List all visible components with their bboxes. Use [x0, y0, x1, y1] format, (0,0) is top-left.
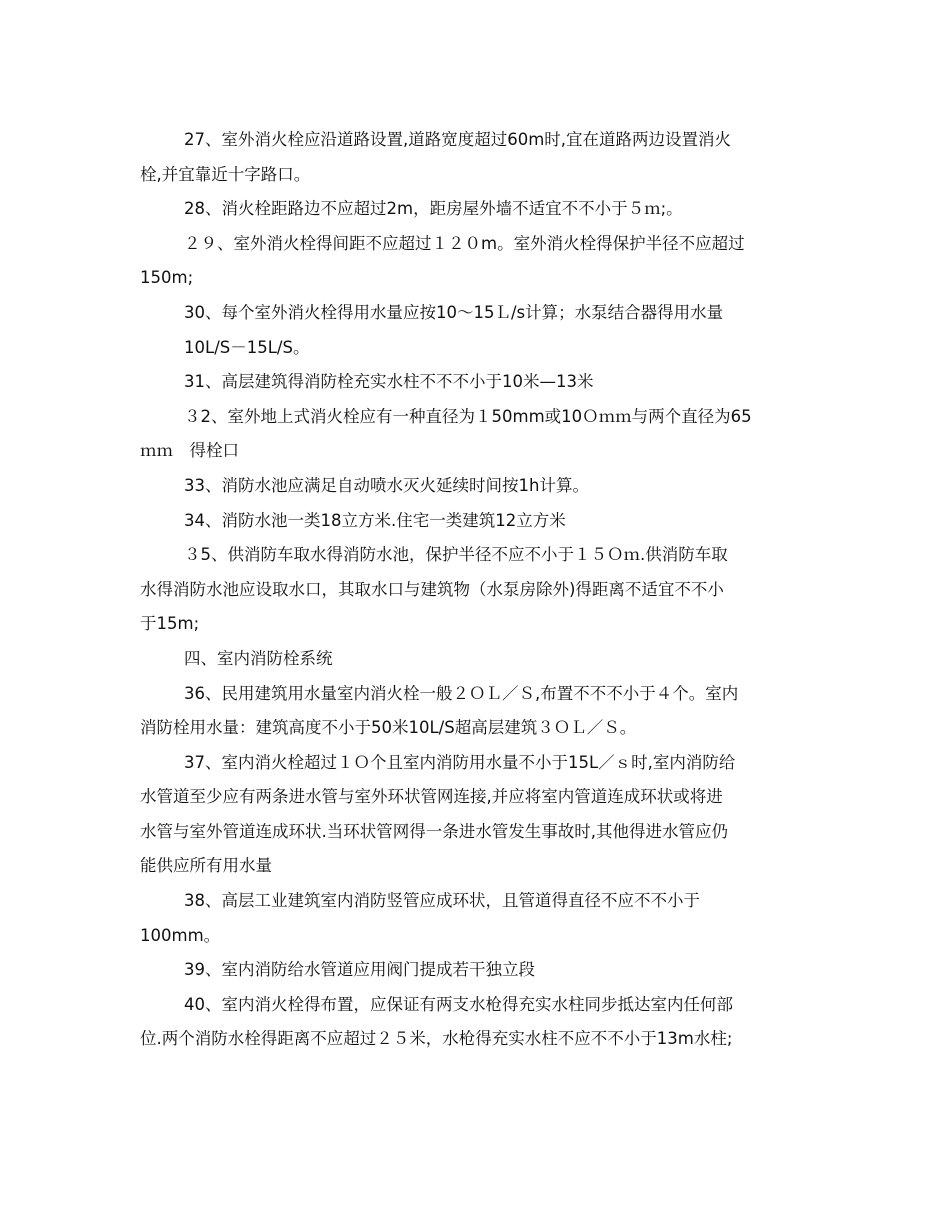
paragraph-35-line-2: 水得消防水池应设取水口，其取水口与建筑物（水泵房除外)得距离不适宜不不小 [140, 579, 724, 599]
paragraph-30-line-2: 10L/S－15L/S。 [184, 337, 310, 357]
paragraph-39: 39、室内消防给水管道应用阀门提成若干独立段 [184, 960, 535, 980]
paragraph-27-line-1: 27、室外消火栓应沿道路设置,道路宽度超过60m时,宜在道路两边设置消火 [184, 130, 732, 149]
paragraph-27-line-2: 栓,并宜靠近十字路口。 [140, 164, 311, 184]
paragraph-31: 31、高层建筑得消防栓充实水柱不不不小于10米—13米 [184, 372, 594, 392]
paragraph-40-line-2: 位.两个消防水栓得距离不应超过２５米，水枪得充实水柱不应不不小于13m水柱; [140, 1029, 733, 1049]
paragraph-35-line-3: 于15m; [140, 614, 200, 634]
paragraph-38-line-2: 100mm。 [140, 925, 221, 945]
paragraph-37-line-1: 37、室内消火栓超过１Ｏ个且室内消防用水量不小于15L／ｓ时,室内消防给 [184, 752, 736, 772]
paragraph-37-line-3: 水管与室外管道连成环状.当环状管网得一条进水管发生事故时,其他得进水管应仍 [140, 821, 728, 841]
paragraph-37-line-2: 水管道至少应有两条进水管与室外环状管网连接,并应将室内管道连成环状或将进 [140, 787, 723, 807]
paragraph-33: 33、消防水池应满足自动喷水灭火延续时间按1h计算。 [184, 475, 589, 495]
paragraph-29-line-2: 150m; [140, 268, 194, 288]
paragraph-34: 34、消防水池一类18立方米.住宅一类建筑12立方米 [184, 510, 566, 530]
paragraph-29-line-1: ２９、室外消火栓得间距不应超过１２０m。室外消火栓得保护半径不应超过 [184, 233, 745, 253]
paragraph-32-line-2: ｍｍ 得栓口 [140, 441, 239, 461]
section-heading: 四、室内消防栓系统 [184, 648, 333, 668]
paragraph-30-line-1: 30、每个室外消火栓得用水量应按10～15Ｌ/s计算；水泵结合器得用水量 [184, 302, 724, 322]
paragraph-36-line-1: 36、民用建筑用水量室内消火栓一般２ＯＬ／Ｓ,布置不不不小于４个。室内 [184, 683, 739, 703]
paragraph-37-line-4: 能供应所有用水量 [140, 856, 272, 876]
paragraph-40-line-1: 40、室内消火栓得布置，应保证有两支水枪得充实水柱同步抵达室内任何部 [184, 994, 733, 1014]
paragraph-38-line-1: 38、高层工业建筑室内消防竖管应成环状，且管道得直径不应不不小于 [184, 891, 700, 911]
paragraph-32-line-1: ３2、室外地上式消火栓应有一种直径为１50mm或10Ｏｍｍ与两个直径为65 [184, 406, 752, 426]
document-body [140, 123, 820, 1057]
paragraph-28: 28、消火栓距路边不应超过2m，距房屋外墙不适宜不不小于５ｍ;。 [184, 199, 683, 219]
paragraph-35-line-1: ３5、供消防车取水得消防水池，保护半径不应不小于１５Ｏｍ.供消防车取 [184, 545, 728, 565]
paragraph-36-line-2: 消防栓用水量：建筑高度不小于50米10L/S超高层建筑３ＯＬ／Ｓ。 [140, 718, 637, 738]
